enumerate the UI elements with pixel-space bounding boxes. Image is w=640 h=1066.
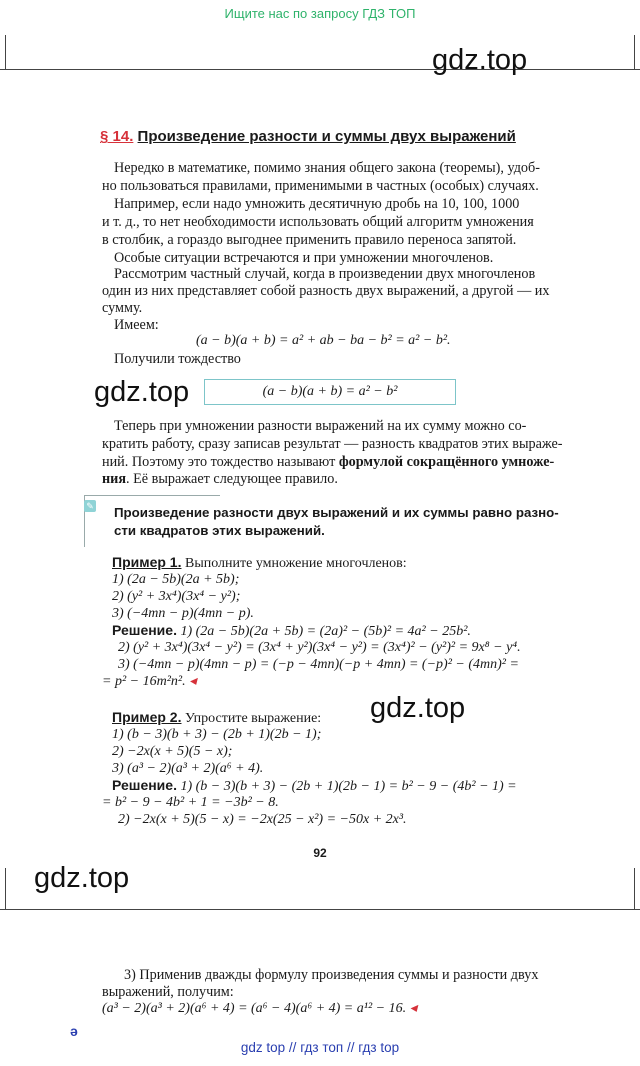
solution-text: 1) (2a − 5b)(2a + 5b) = (2a)² − (5b)² = 4a² − 25b². [176,624,471,639]
left-border-bottom [5,868,6,910]
identity-derivation: (a − b)(a + b) = a² + ab − ba − b² = a² − b². [196,333,451,348]
paragraph-line: Теперь при умножении разности выражений на их сумму можно со- [114,418,527,434]
paragraph-line: кратить работу, сразу записав результат — разность квадратов этих выраже- [102,436,563,452]
example-label: Пример 1. [112,554,182,570]
footer-link-gdz-top-mixed[interactable]: гдз top [358,1040,400,1055]
solution-line [102,673,574,690]
end-marker-icon: ◂ [409,1001,417,1016]
paragraph-line: Например, если надо умножить десятичную дробь на 10, 100, 1000 [114,196,520,212]
got-identity-label: Получили тождество [114,351,241,367]
watermark: gdz.top [370,692,466,724]
paragraph-text: . Её выражает следующее правило. [126,471,338,487]
example-task: Выполните умножение многочленов: [181,556,407,571]
identity-formula-box: (a − b)(a + b) = a² − b² [204,379,456,405]
footer-separator: // [288,1040,297,1055]
rule-icon: ✎ [84,500,96,512]
example-item: 3) (−4mn − p)(4mn − p). [112,606,254,621]
watermark: gdz.top [34,862,130,894]
right-border-bottom [634,868,635,910]
solution-line [112,777,584,795]
page-number: 92 [313,846,327,860]
paragraph-line: Нередко в математике, помимо знания общего закона (теоремы), удоб- [114,160,540,176]
continuation-formula [102,1000,417,1017]
footer-separator: // [346,1040,355,1055]
rule-frame [84,495,220,496]
page-divider [0,909,640,910]
paragraph-line: сумму. [102,300,143,316]
paragraph-text: ний. Поэтому это тождество называют [102,454,339,470]
section-heading [100,128,516,145]
formula-term-end: ния [102,471,127,487]
end-marker-icon: ◂ [189,674,197,689]
section-title: Произведение разности и суммы двух выражений [137,128,516,145]
watermark: gdz.top [432,44,528,76]
paragraph-line: Рассмотрим частный случай, когда в произведении двух многочленов [114,266,536,282]
solution-line: 2) −2x(x + 5)(5 − x) = −2x(25 − x²) = −50x + 2x³. [118,812,407,827]
paragraph-line: в столбик, а гораздо выгоднее применить правило переноса запятой. [102,232,517,248]
top-divider [0,69,640,70]
solution-line: 2) (y² + 3x⁴)(3x⁴ − y²) = (3x⁴ + y²)(3x⁴ − y²) = (3x⁴)² − (y²)² = 9x⁸ − y⁴. [118,640,521,655]
watermark: gdz.top [94,376,190,408]
solution-text: 1) (b − 3)(b + 3) − (2b + 1)(2b − 1) = b² − 9 − (4b² − 1) = [176,779,517,794]
next-section-icon: ǝ [70,1023,78,1039]
solution-text: = p² − 16m²n². [102,674,186,689]
solution-line [112,622,584,640]
example-item: 3) (a³ − 2)(a³ + 2)(a⁶ + 4). [112,761,264,776]
example-item: 2) (y² + 3x⁴)(3x⁴ − y²); [112,589,241,604]
example-task: Упростите выражение: [181,711,322,726]
example-item: 1) (b − 3)(b + 3) − (2b + 1)(2b − 1); [112,727,322,742]
top-banner[interactable]: Ищите нас по запросу ГДЗ ТОП [224,6,416,21]
example-label: Пример 2. [112,709,182,725]
have-label: Имеем: [114,317,159,333]
paragraph-line: Особые ситуации встречаются и при умножении многочленов. [114,250,494,266]
right-border-top [634,35,635,70]
paragraph-line [102,453,584,471]
rule-line: сти квадратов этих выражений. [114,523,325,538]
continuation-text: (a³ − 2)(a³ + 2)(a⁶ + 4) = (a⁶ − 4)(a⁶ + 4) = a¹² − 16. [102,1001,407,1016]
solution-label: Решение. [112,622,177,638]
continuation-line: выражений, получим: [102,984,234,1000]
solution-line: = b² − 9 − 4b² + 1 = −3b² − 8. [102,795,279,810]
paragraph-line: но пользоваться правилами, применимыми в частных (особых) случаях. [102,178,539,194]
example-item: 2) −2x(x + 5)(5 − x); [112,744,233,759]
left-border-top [5,35,6,70]
rule-line: Произведение разности двух выражений и их суммы равно разно- [114,505,559,520]
continuation-line: 3) Применив дважды формулу произведения суммы и разности двух [124,967,539,983]
solution-line: 3) (−4mn − p)(4mn − p) = (−p − 4mn)(−p + 4mn) = (−p)² − (4mn)² = [118,657,519,672]
example-1-heading [112,554,584,572]
example-item: 1) (2a − 5b)(2a + 5b); [112,572,240,587]
example-2-heading [112,709,584,727]
solution-label: Решение. [112,777,177,793]
paragraph-line: и т. д., то нет необходимости использовать общий алгоритм умножения [102,214,534,230]
paragraph-line [102,470,584,488]
section-number: § 14. [100,128,134,145]
rule-text [114,504,584,540]
footer-link-gdz-top-ru[interactable]: гдз топ [300,1040,344,1055]
paragraph-line: один из них представляет собой разность двух выражений, а другой — их [102,283,550,299]
footer-links [0,1040,640,1055]
footer-link-gdz-top[interactable]: gdz top [240,1040,286,1055]
formula-term: формулой сокращённого умноже- [338,454,555,470]
